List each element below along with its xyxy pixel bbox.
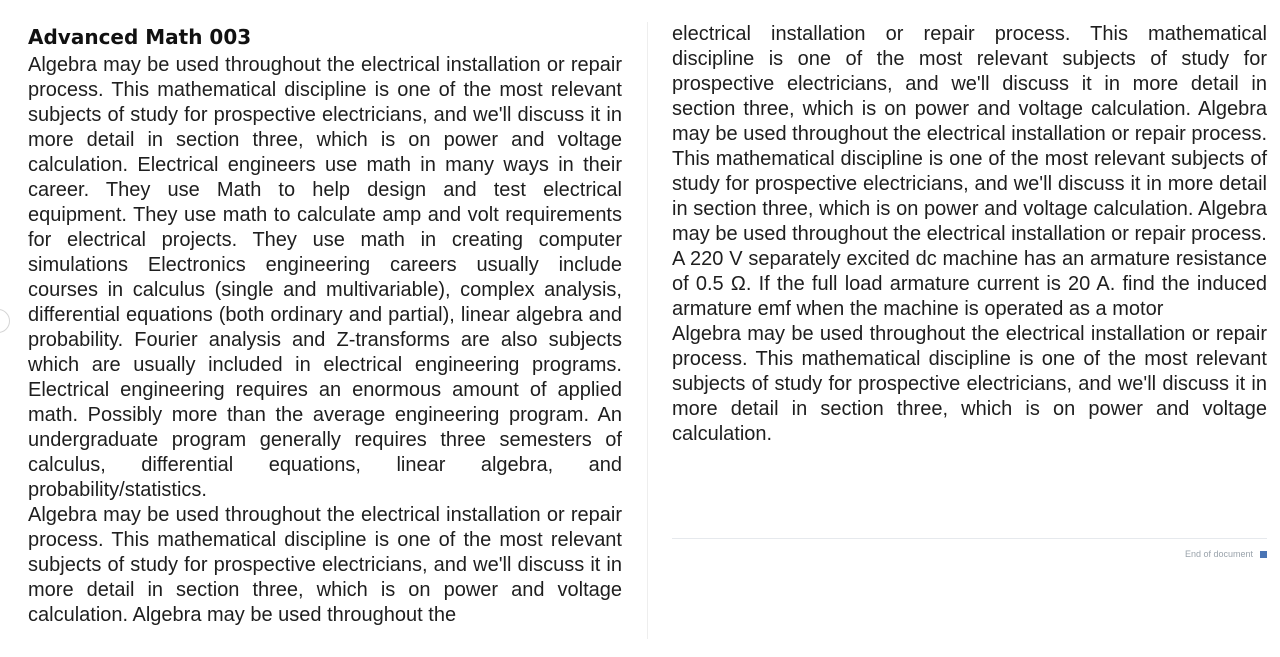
right-paragraph-3: Algebra may be used throughout the electrical installation or repair process. This mathematical discipline is one of the most relevant subjects of study for prospective electricians, and we'll discuss it in more detail in section three, which is on power and voltage calculation. — [672, 323, 1267, 445]
document-title: Advanced Math 003 — [28, 25, 252, 49]
right-paragraph-problem: A 220 V separately excited dc machine has an armature resistance of 0.5 Ω. If the full load armature current is 20 A. find the induced armature emf when the machine is operated as a motor — [672, 248, 1267, 320]
end-square-icon — [1260, 551, 1267, 558]
right-paragraph-1: electrical installation or repair process. This mathematical discipline is one of the most relevant subjects of study for prospective electricians, and we'll discuss it in more detail in section three, which is on power and voltage calculation. Algebra may be used throughout the electrical installation or repair process. This mathematical discipline is one of the most relevant subjects of study for prospective electricians, and we'll discuss it in more detail in section three, which is on power and voltage calculation. Algebra may be used throughout the electrical installation or repair process. — [672, 23, 1267, 245]
right-column — [672, 22, 1267, 447]
left-paragraph-1: Algebra may be used throughout the electrical installation or repair process. This mathematical discipline is one of the most relevant subjects of study for prospective electricians, and we'll discuss it in more detail in section three, which is on power and voltage calculation. Electrical engineers use math in many ways in their career. They use Math to help design and test electrical equipment. They use math to calculate amp and volt requirements for electrical projects. They use math in creating computer simulations Electronics engineering careers usually include courses in calculus (single and multivariable), complex analysis, differential equations (both ordinary and partial), linear algebra and probability. Fourier analysis and Z-transforms are also subjects which are usually included in electrical engineering programs. Electrical engineering requires an enormous amount of applied math. Possibly more than the average engineering program. An undergraduate program generally requires three semesters of calculus, differential equations, linear algebra, and probability/statistics. — [28, 54, 622, 501]
left-paragraph-2: Algebra may be used throughout the electrical installation or repair process. This mathematical discipline is one of the most relevant subjects of study for prospective electricians, and we'll discuss it in more detail in section three, which is on power and voltage calculation. Algebra may be used throughout the — [28, 504, 622, 626]
column-divider — [647, 22, 648, 639]
end-of-document-label: End of document — [1184, 549, 1253, 559]
side-panel-toggle-handle[interactable] — [0, 309, 10, 333]
end-of-document-rule — [672, 538, 1267, 539]
end-of-document-marker — [1185, 548, 1267, 560]
left-column — [28, 22, 622, 628]
